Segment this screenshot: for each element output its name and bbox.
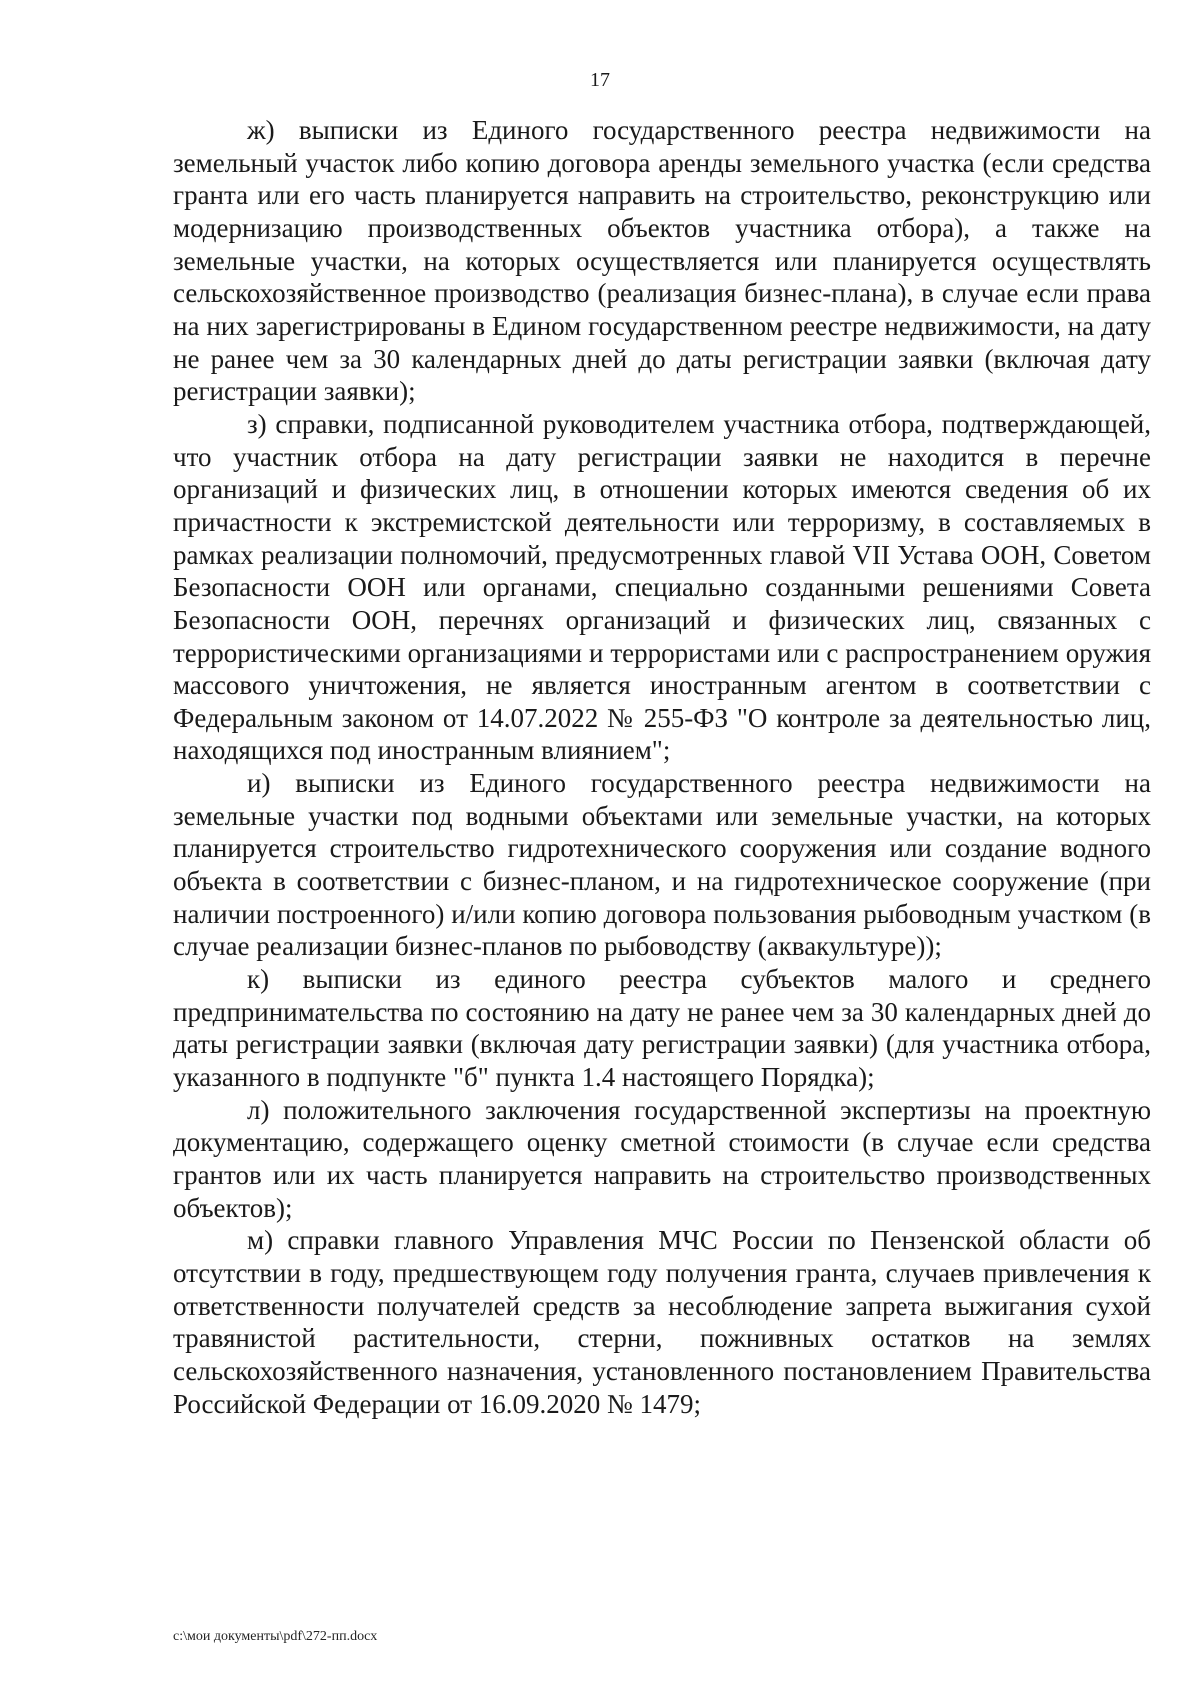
paragraph-i-egrn-water-objects: и) выписки из Единого государственного реестра недвижимости на земельные участки под водными объектами или земельные участки, на которых планируется строительство гидротехнического сооружения или создание водного объекта в соответствии с бизнес-планом, и на гидротехническое сооружение (при наличии построенного) и/или копию договора пользования рыбоводным участком (в случае реализации бизнес-планов по рыбоводству (аквакультуре)); [173,768,1151,962]
paragraph-l-state-expertise: л) положительного заключения государственной экспертизы на проектную документацию, содержащего оценку сметной стоимости (в случае если средства грантов или их часть планируется направить на строительство производственных объектов); [173,1094,1151,1223]
page-number: 17 [590,69,610,91]
paragraph-z-extremism-certificate: з) справки, подписанной руководителем участника отбора, подтверждающей, что участник отбора на дату регистрации заявки не находится в перечне организаций и физических лиц, в отношении которых имеются сведения об их причастности к экстремистской деятельности или терроризму, в составляемых в рамках реализации полномочий, предусмотренных главой VII Устава ООН, Советом Безопасности ООН или органами, специально созданными решениями Совета Безопасности ООН, перечнях организаций и физических лиц, связанных с террористическими организациями и террористами или с распространением оружия массового уничтожения, не является иностранным агентом в соответствии с Федеральным законом от 14.07.2022 № 255-ФЗ "О контроле за деятельностью лиц, находящихся под иностранным влиянием"; [173,408,1151,766]
footer-file-path: c:\мои документы\pdf\272-пп.docx [173,1629,378,1644]
paragraph-zh-egrn-land-plot: ж) выписки из Единого государственного реестра недвижимости на земельный участок либо копию договора аренды земельного участка (если средства гранта или его часть планируется направить на строительство, реконструкцию или модернизацию производственных объектов участника отбора), а также на земельные участки, на которых осуществляется или планируется осуществлять сельскохозяйственное производство (реализация бизнес-плана), в случае если права на них зарегистрированы в Едином государственном реестре недвижимости, на дату не ранее чем за 30 календарных дней до даты регистрации заявки (включая дату регистрации заявки); [173,115,1151,407]
paragraph-k-sme-registry: к) выписки из единого реестра субъектов малого и среднего предпринимательства по состоянию на дату не ранее чем за 30 календарных дней до даты регистрации заявки (включая дату регистрации заявки) (для участника отбора, указанного в подпункте "б" пункта 1.4 настоящего Порядка); [173,964,1151,1093]
paragraph-m-emergency-ministry-certificate: м) справки главного Управления МЧС России по Пензенской области об отсутствии в году, предшествующем году получения гранта, случаев привлечения к ответственности получателей средств за несоблюдение запрета выжигания сухой травянистой растительности, стерни, пожнивных остатков на землях сельскохозяйственного назначения, установленного постановлением Правительства Российской Федерации от 16.09.2020 № 1479; [173,1225,1151,1419]
document-body [173,114,1151,1420]
